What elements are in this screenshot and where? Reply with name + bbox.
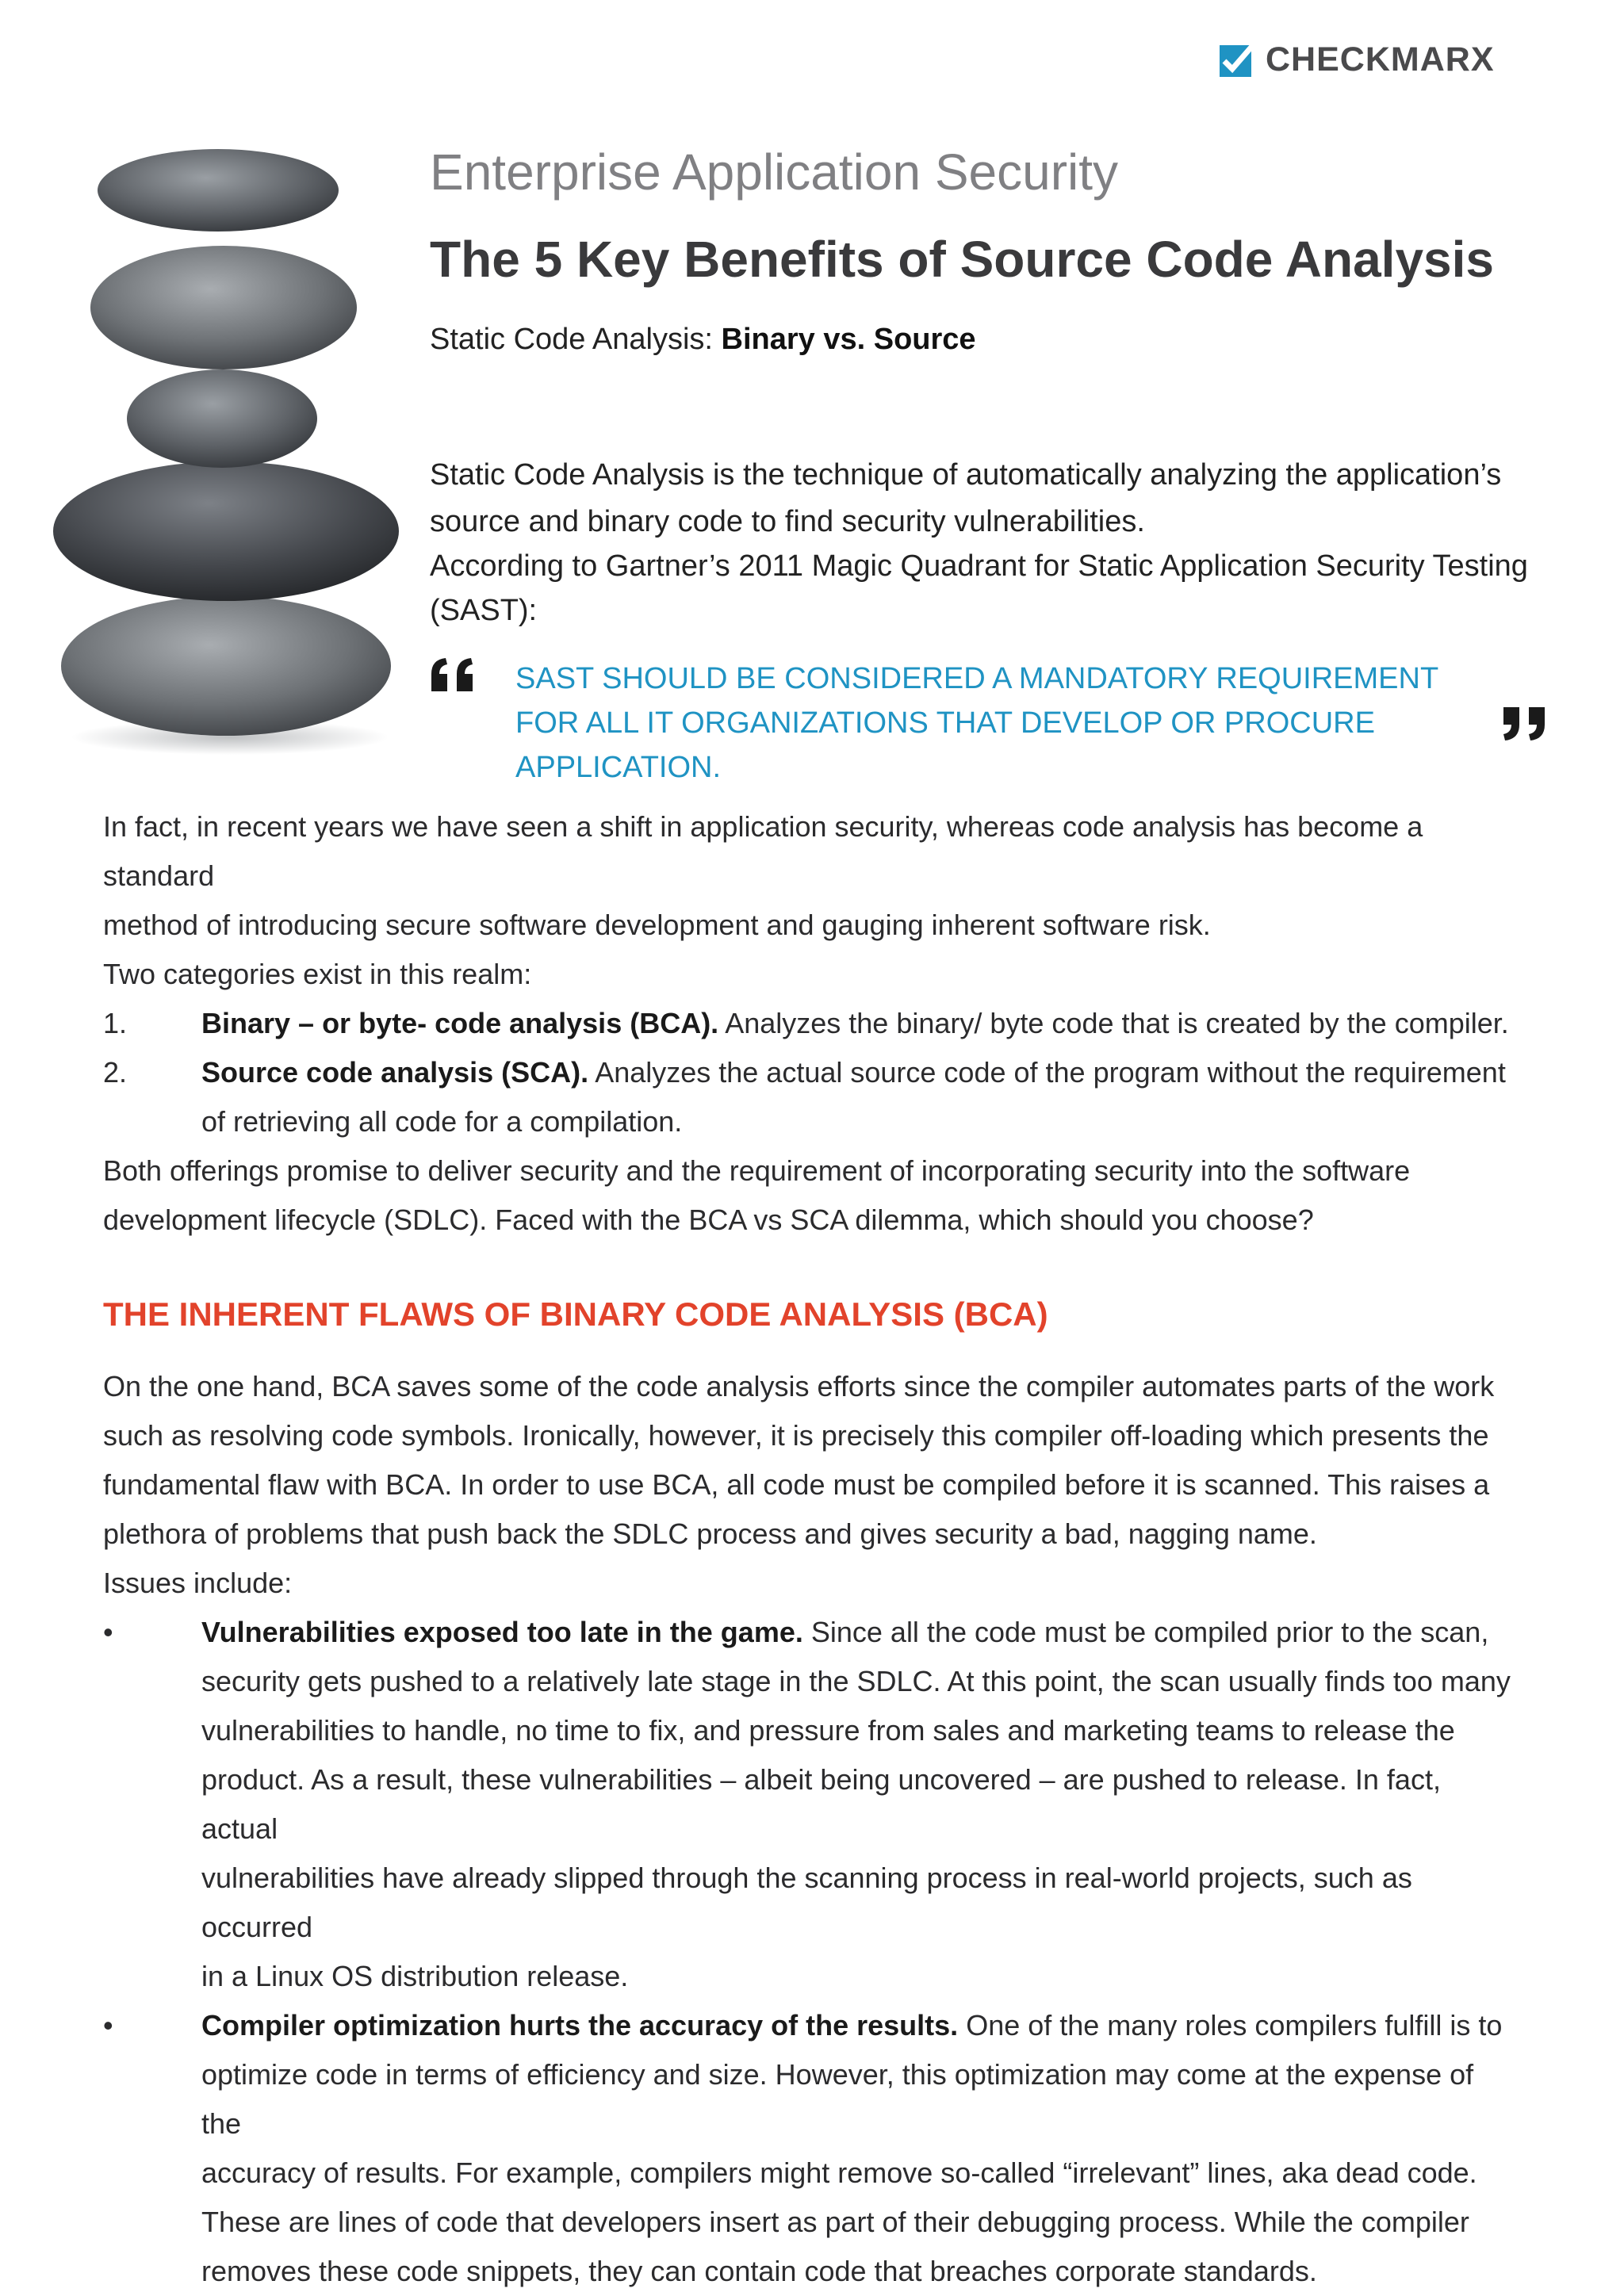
stone-5 <box>61 596 391 736</box>
bullet-bold: Vulnerabilities exposed too late in the game. <box>201 1616 803 1648</box>
list-item <box>103 999 1515 1048</box>
bullet-text: These are lines of code that developers insert as part of their debugging process. While the compiler <box>201 2206 1469 2238</box>
body-line: such as resolving code symbols. Ironically, however, it is precisely this compiler off-loading which presents the <box>103 1419 1489 1452</box>
section-heading: THE INHERENT FLAWS OF BINARY CODE ANALYSIS (BCA) <box>103 1295 1048 1333</box>
list-item-text: of retrieving all code for a compilation. <box>201 1105 683 1138</box>
list-marker: 1. <box>103 1007 128 1039</box>
list-marker: 2. <box>103 1056 128 1089</box>
intro-line: source and binary code to find security vulnerabilities. <box>430 505 1145 538</box>
bullet-bold: Compiler optimization hurts the accuracy of the results. <box>201 2009 959 2042</box>
list-item-text: Analyzes the actual source code of the program without the requirement <box>588 1056 1506 1089</box>
list-item-bold: Source code analysis (SCA). <box>201 1056 589 1089</box>
body-line: fundamental flaw with BCA. In order to use BCA, all code must be compiled before it is scanned. This raises a <box>103 1468 1490 1501</box>
bullet-text: One of the many roles compilers fulfill is to <box>958 2009 1503 2042</box>
bullet-text: vulnerabilities to handle, no time to fix, and pressure from sales and marketing teams to release the <box>201 1714 1455 1747</box>
body-line: method of introducing secure software development and gauging inherent software risk. <box>103 909 1211 941</box>
checkmark-logo-icon <box>1220 42 1254 77</box>
bullet-marker: • <box>103 1616 113 1648</box>
close-quote-icon <box>1502 707 1549 740</box>
bullet-text: Since all the code must be compiled prior to the scan, <box>802 1616 1489 1648</box>
body-line: On the one hand, BCA saves some of the code analysis efforts since the compiler automates parts of the work <box>103 1370 1495 1402</box>
page-title: The 5 Key Benefits of Source Code Analysis <box>430 231 1494 288</box>
quote-text <box>515 656 1556 790</box>
bullet-text: removes these code snippets, they can contain code that breaches corporate standards. <box>201 2255 1317 2287</box>
bullet-text: security gets pushed to a relatively late stage in the SDLC. At this point, the scan usually finds too many <box>201 1665 1511 1697</box>
bullet-item <box>103 2001 1515 2296</box>
bullet-text: vulnerabilities have already slipped through the scanning process in real-world projects, such as occurred <box>201 1862 1412 1943</box>
bullet-text: optimize code in terms of efficiency and size. However, this optimization may come at the expense of the <box>201 2058 1474 2140</box>
body-line: development lifecycle (SDLC). Faced with the BCA vs SCA dilemma, which should you choose? <box>103 1203 1314 1236</box>
subtitle-bold: Binary vs. Source <box>721 323 976 356</box>
logo-text: CHECKMARX <box>1266 40 1495 78</box>
intro-line: According to Gartner’s 2011 Magic Quadrant for Static Application Security Testing <box>430 549 1528 583</box>
stone-2 <box>90 246 357 369</box>
overview-section <box>103 802 1515 1245</box>
intro-line: (SAST): <box>430 594 538 627</box>
body-line: plethora of problems that push back the SDLC process and gives security a bad, nagging name. <box>103 1517 1317 1550</box>
body-line: In fact, in recent years we have seen a shift in application security, whereas code analysis has become a standard <box>103 810 1423 892</box>
stone-3 <box>127 369 317 468</box>
body-line: Both offerings promise to deliver security and the requirement of incorporating security into the software <box>103 1154 1411 1187</box>
quote-line: SAST SHOULD BE CONSIDERED A MANDATORY REQUIREMENT <box>515 662 1439 695</box>
open-quote-icon <box>430 656 479 691</box>
quote-line: FOR ALL IT ORGANIZATIONS THAT DEVELOP OR PROCURE APPLICATION. <box>515 706 1375 784</box>
stone-1 <box>98 149 339 232</box>
bca-flaws-section <box>103 1362 1515 2296</box>
intro-line: Static Code Analysis is the technique of automatically analyzing the application’s <box>430 458 1502 492</box>
body-line: Two categories exist in this realm: <box>103 958 532 990</box>
subtitle-prefix: Static Code Analysis: <box>430 323 722 356</box>
bullet-marker: • <box>103 2009 113 2042</box>
list-item-bold: Binary – or byte- code analysis (BCA). <box>201 1007 719 1039</box>
bullet-text: accuracy of results. For example, compilers might remove so-called “irrelevant” lines, aka dead code. <box>201 2156 1477 2189</box>
bullet-item <box>103 1608 1515 2001</box>
checkmarx-logo <box>1220 41 1495 78</box>
stacked-stones-image <box>48 127 412 761</box>
list-item <box>103 1048 1515 1146</box>
list-item-text: Analyzes the binary/ byte code that is created by the compiler. <box>718 1007 1509 1039</box>
kicker-heading: Enterprise Application Security <box>430 144 1118 201</box>
stone-4 <box>53 461 399 601</box>
intro-paragraph <box>430 450 1564 633</box>
body-line: Issues include: <box>103 1567 293 1599</box>
bullet-text: in a Linux OS distribution release. <box>201 1960 629 1992</box>
subtitle <box>430 323 976 357</box>
bullet-text: product. As a result, these vulnerabilities – albeit being uncovered – are pushed to release. In fact, actual <box>201 1763 1441 1845</box>
